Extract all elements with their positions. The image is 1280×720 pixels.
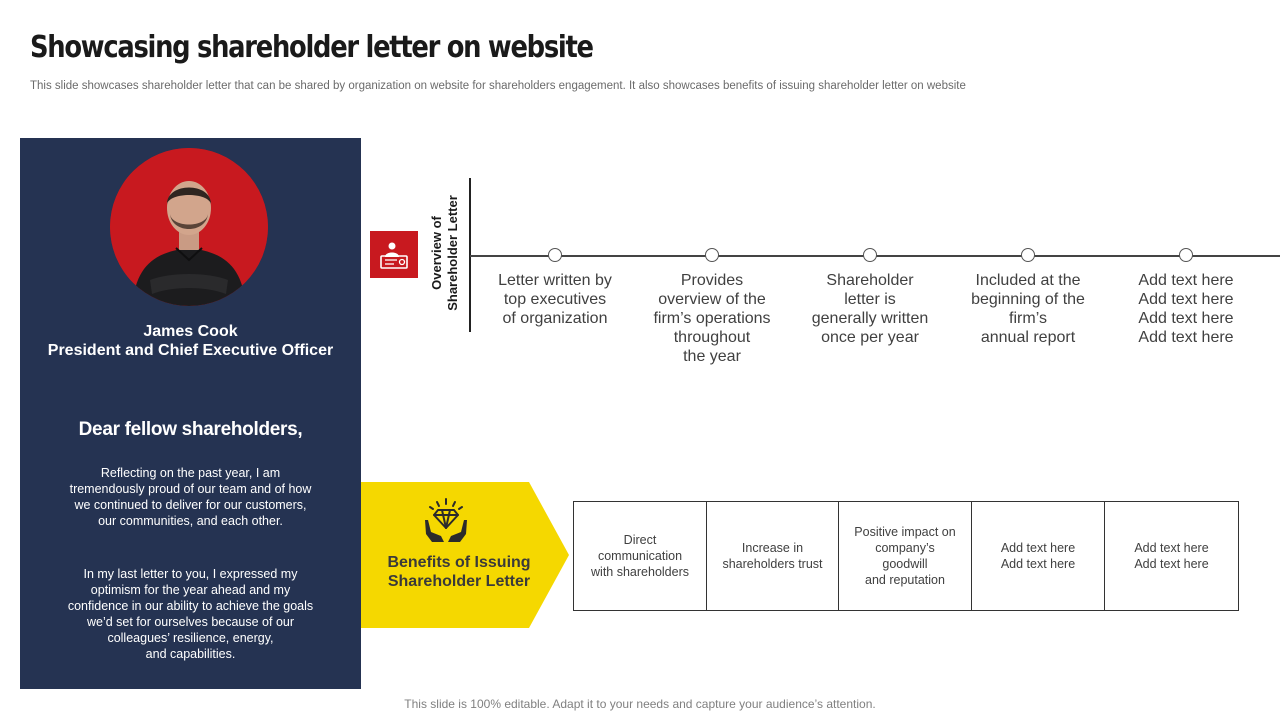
slide-title: Showcasing shareholder letter on website <box>30 30 593 65</box>
timeline-dot <box>863 248 877 262</box>
benefit-text: Increase in shareholders trust <box>722 541 823 571</box>
letter-paragraph-2: In my last letter to you, I expressed my optimism for the year ahead and my confidence in our ability to achieve the goals we’d set for ourselves because of our colleagues’ resilience, energy, and capabilities. <box>67 567 314 661</box>
slide-footer: This slide is 100% editable. Adapt it to your needs and capture your audience’s attention. <box>404 697 876 711</box>
ceo-portrait-avatar <box>110 148 268 306</box>
hands-diamond-icon <box>423 496 469 544</box>
letter-paragraph-1: Reflecting on the past year, I am tremendously proud of our team and of how we continued to deliver for our customers, our communities, and each other. <box>69 466 312 528</box>
overview-point: Shareholder letter is generally written once per year <box>811 272 929 346</box>
benefit-box <box>838 501 972 611</box>
benefit-box <box>971 501 1105 611</box>
timeline-dot <box>1179 248 1193 262</box>
overview-point: Letter written by top executives of organization <box>498 272 612 327</box>
benefit-text: Positive impact on company’s goodwill and reputation <box>854 525 956 587</box>
benefits-label: Benefits of Issuing Shareholder Letter <box>387 554 531 590</box>
shareholder-letter-panel <box>20 138 361 689</box>
timeline-dot <box>1021 248 1035 262</box>
benefit-box <box>1104 501 1239 611</box>
benefit-text: Add text here Add text here <box>1134 541 1209 571</box>
overview-label: Overview of Shareholder Letter <box>429 195 460 311</box>
overview-point: Provides overview of the firm’s operations throughout the year <box>653 272 771 365</box>
ceo-name: James Cook <box>143 323 238 340</box>
benefit-box <box>573 501 707 611</box>
overview-point: Included at the beginning of the firm’s annual report <box>971 272 1085 346</box>
slide-subtitle: This slide showcases shareholder letter that can be shared by organization on website for shareholders engagement. It also showcases benefits of issuing shareholder letter on website <box>30 80 966 92</box>
document-presenter-icon <box>370 231 418 278</box>
timeline-dot <box>705 248 719 262</box>
benefit-text: Add text here Add text here <box>1000 541 1076 571</box>
ceo-role: President and Chief Executive Officer <box>47 342 334 359</box>
overview-point: Add text here Add text here Add text here Add text here <box>1138 272 1234 346</box>
letter-greeting: Dear fellow shareholders, <box>78 419 303 440</box>
benefit-box <box>706 501 839 611</box>
benefit-text: Direct communication with shareholders <box>591 533 689 579</box>
timeline-dot <box>548 248 562 262</box>
